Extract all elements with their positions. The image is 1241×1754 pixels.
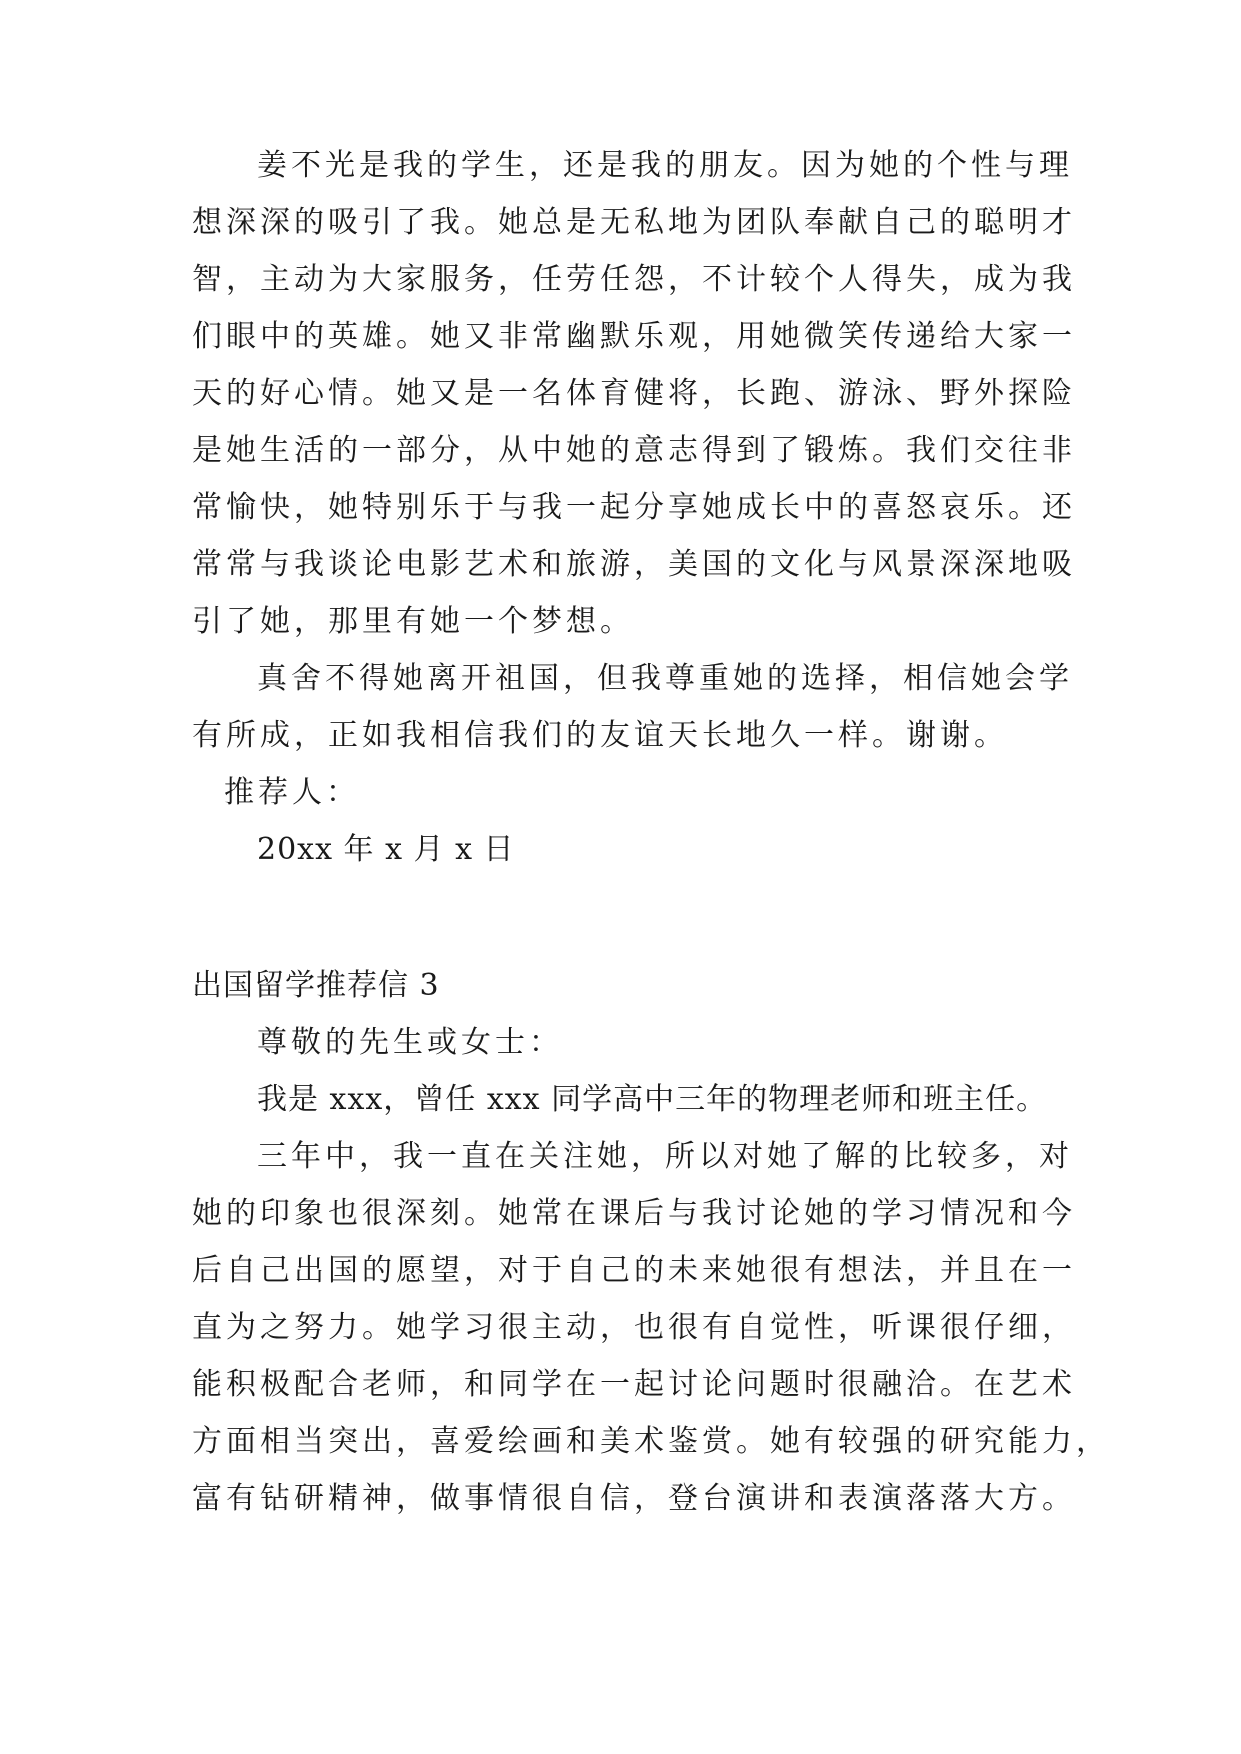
paragraph-line: 后自己出国的愿望，对于自己的未来她很有想法，并且在一 <box>192 1253 1076 1288</box>
paragraph-line: 引了她，那里有她一个梦想。 <box>192 604 634 639</box>
paragraph-line: 真舍不得她离开祖国，但我尊重她的选择，相信她会学 <box>257 661 1073 696</box>
paragraph-line: 智，主动为大家服务，任劳任怨，不计较个人得失，成为我 <box>192 262 1076 297</box>
paragraph-line: 她的印象也很深刻。她常在课后与我讨论她的学习情况和今 <box>192 1196 1076 1231</box>
paragraph-line: 方面相当突出，喜爱绘画和美术鉴赏。她有较强的研究能力， <box>192 1424 1110 1459</box>
paragraph-line: 们眼中的英雄。她又非常幽默乐观，用她微笑传递给大家一 <box>192 319 1076 354</box>
paragraph-line: 富有钻研精神，做事情很自信，登台演讲和表演落落大方。 <box>192 1481 1076 1516</box>
intro-line: 我是 xxx，曾任 xxx 同学高中三年的物理老师和班主任。 <box>257 1082 1048 1117</box>
paragraph-line: 是她生活的一部分，从中她的意志得到了锻炼。我们交往非 <box>192 433 1076 468</box>
paragraph-line: 常愉快，她特别乐于与我一起分享她成长中的喜怒哀乐。还 <box>192 490 1076 525</box>
section-heading: 出国留学推荐信 3 <box>192 968 440 1003</box>
paragraph-line: 能积极配合老师，和同学在一起讨论问题时很融洽。在艺术 <box>192 1367 1076 1402</box>
paragraph-line: 有所成，正如我相信我们的友谊天长地久一样。谢谢。 <box>192 718 1008 753</box>
salutation: 尊敬的先生或女士： <box>257 1025 563 1060</box>
paragraph-line: 想深深的吸引了我。她总是无私地为团队奉献自己的聪明才 <box>192 205 1076 240</box>
paragraph-line: 三年中，我一直在关注她，所以对她了解的比较多，对 <box>257 1139 1073 1174</box>
paragraph-line: 直为之努力。她学习很主动，也很有自觉性，听课很仔细， <box>192 1310 1076 1345</box>
paragraph-line: 常常与我谈论电影艺术和旅游，美国的文化与风景深深地吸 <box>192 547 1076 582</box>
paragraph-line: 姜不光是我的学生，还是我的朋友。因为她的个性与理 <box>257 148 1073 183</box>
paragraph-line: 天的好心情。她又是一名体育健将，长跑、游泳、野外探险 <box>192 376 1076 411</box>
recommender-label: 推荐人： <box>224 775 360 810</box>
signature-date: 20xx 年 x 月 x 日 <box>257 832 515 867</box>
